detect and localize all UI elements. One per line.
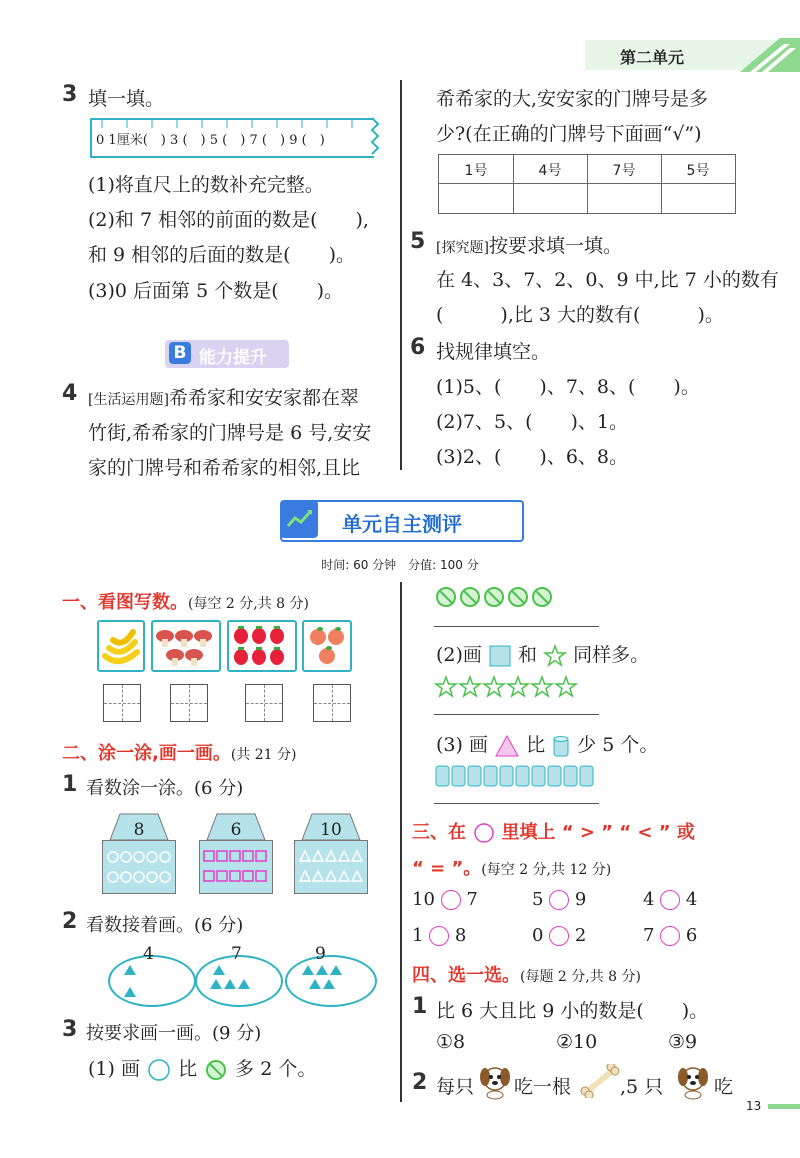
part1-note: (每空 2 分,共 8 分) bbox=[188, 596, 309, 612]
q6-item-2: (2)7、5、( )、1。 bbox=[436, 411, 629, 433]
no-symbol-row bbox=[434, 584, 556, 610]
ruler bbox=[90, 118, 374, 158]
circle-icon bbox=[146, 1058, 172, 1082]
section-b-label: 能力提升 bbox=[199, 348, 267, 368]
door-header-4: 5号 bbox=[686, 163, 710, 179]
answer-grid[interactable] bbox=[103, 684, 141, 722]
question-number: 3 bbox=[62, 82, 78, 107]
circle-icon bbox=[472, 822, 496, 844]
question-title: 填一填。 bbox=[88, 88, 165, 110]
compare-item: 5 9 bbox=[532, 889, 587, 910]
draw-line-3: (3) 画 比 少 5 个。 bbox=[436, 734, 659, 756]
house-body bbox=[199, 840, 273, 894]
answer-line[interactable] bbox=[434, 626, 599, 627]
q6-item-3: (3)2、( )、6、8。 bbox=[436, 446, 629, 468]
puppy-icon bbox=[478, 1062, 512, 1100]
part2-note: (共 21 分) bbox=[230, 747, 297, 763]
no-symbol-icon bbox=[203, 1058, 229, 1082]
part3-heading-line2: “ = ”。(每空 2 分,共 12 分) bbox=[412, 858, 612, 879]
q6-title: 找规律填空。 bbox=[436, 341, 551, 363]
q4-line-4: 希希家的大,安安家的门牌号是多 bbox=[436, 88, 709, 110]
question-number: 5 bbox=[410, 229, 426, 254]
house-number: 6 bbox=[230, 820, 242, 840]
part1-heading bbox=[62, 588, 309, 614]
house-circles bbox=[100, 812, 178, 894]
q5-line-1: 在 4、3、7、2、0、9 中,比 7 小的数有 bbox=[436, 269, 779, 291]
square-icon bbox=[488, 644, 512, 668]
q4-line-2: 竹街,希希家的门牌号是 6 号,安安 bbox=[88, 422, 372, 444]
test-banner bbox=[280, 500, 524, 542]
house-body bbox=[294, 840, 368, 894]
part2-q1-text: 看数涂一涂。(6 分) bbox=[86, 778, 244, 799]
door-answer-cell-2[interactable] bbox=[514, 184, 587, 212]
q4-first-line bbox=[88, 383, 359, 410]
option-2[interactable]: ②10 bbox=[556, 1031, 598, 1053]
question-number: 2 bbox=[412, 1070, 428, 1095]
answer-line[interactable] bbox=[434, 803, 599, 804]
q4-tag: [生活运用题] bbox=[88, 392, 169, 408]
compare-circle[interactable] bbox=[441, 890, 461, 910]
q6-item-1: (1)5、( )、7、8、( )。 bbox=[436, 376, 700, 398]
oval-number: 4 bbox=[143, 944, 154, 964]
mushrooms-picture bbox=[151, 620, 221, 672]
answer-grid[interactable] bbox=[245, 684, 283, 722]
star-icon bbox=[543, 644, 567, 668]
part1-title: 一、看图写数。 bbox=[62, 592, 188, 613]
peaches-picture bbox=[302, 620, 352, 672]
house-triangles bbox=[292, 812, 370, 894]
star-row bbox=[434, 674, 584, 700]
q5-line-2: ( ),比 3 大的数有( )。 bbox=[436, 304, 724, 326]
question-number: 2 bbox=[62, 909, 78, 934]
test-info: 时间: 60 分钟 分值: 100 分 bbox=[321, 558, 479, 572]
q3-item-1: (1)将直尺上的数补充完整。 bbox=[88, 174, 324, 196]
option-3[interactable]: ③9 bbox=[668, 1031, 698, 1053]
compare-circle[interactable] bbox=[429, 926, 449, 946]
unit-title: 第二单元 bbox=[620, 48, 685, 67]
door-header-3: 7号 bbox=[612, 163, 636, 179]
column-divider-top bbox=[400, 80, 402, 470]
compare-item: 7 6 bbox=[643, 925, 698, 946]
part3-heading: 三、在 里填上 “ > ” “ < ” 或 bbox=[412, 822, 695, 843]
answer-line[interactable] bbox=[434, 714, 599, 715]
page-number: 13 bbox=[746, 1099, 762, 1113]
footer-bar bbox=[768, 1104, 800, 1109]
door-header-1: 1号 bbox=[464, 163, 488, 179]
part4-q1-text: 比 6 大且比 9 小的数是( )。 bbox=[436, 1000, 709, 1022]
puppy-icon bbox=[676, 1062, 710, 1100]
chart-trend-icon bbox=[280, 500, 318, 538]
answer-grid[interactable] bbox=[313, 684, 351, 722]
q5-tag: [探究题] bbox=[436, 240, 489, 256]
part4-heading: 四、选一选。(每题 2 分,共 8 分) bbox=[412, 965, 641, 986]
strawberries-picture bbox=[227, 620, 297, 672]
compare-circle[interactable] bbox=[549, 926, 569, 946]
door-answer-cell-3[interactable] bbox=[588, 184, 661, 212]
drawing-oval[interactable] bbox=[285, 955, 377, 1007]
section-b-letter: B bbox=[169, 342, 191, 364]
part2-title: 二、涂一涂,画一画。 bbox=[62, 743, 231, 764]
part4-q2-text-a: 每只 bbox=[436, 1076, 475, 1098]
house-squares bbox=[197, 812, 275, 894]
compare-item: 4 4 bbox=[643, 889, 698, 910]
door-answer-cell-4[interactable] bbox=[662, 184, 735, 212]
door-header-2: 4号 bbox=[538, 163, 562, 179]
ruler-labels: 0 1厘米( ) 3 ( ) 5 ( ) 7 ( ) 9 ( ) bbox=[96, 133, 325, 148]
compare-item: 0 2 bbox=[532, 925, 587, 946]
question-number: 1 bbox=[62, 772, 78, 797]
oval-number: 9 bbox=[315, 944, 326, 964]
question-number: 3 bbox=[62, 1017, 78, 1042]
draw-line-2: (2)画 和 同样多。 bbox=[436, 644, 650, 666]
ruler-torn-edge bbox=[368, 116, 382, 156]
answer-grid[interactable] bbox=[170, 684, 208, 722]
triangle-icon bbox=[494, 734, 520, 758]
draw-line-1: (1) 画 比 多 2 个。 bbox=[88, 1058, 317, 1080]
part4-q2-text-d: 吃 bbox=[714, 1076, 734, 1098]
question-number: 4 bbox=[62, 381, 78, 406]
q3-item-2b: 和 9 相邻的后面的数是( )。 bbox=[88, 244, 355, 266]
compare-item: 1 8 bbox=[412, 925, 467, 946]
part4-q2-text-c: ,5 只 bbox=[620, 1076, 664, 1098]
part2-q3-text: 按要求画一画。(9 分) bbox=[86, 1023, 262, 1044]
house-number: 10 bbox=[320, 820, 342, 840]
q4-line-3: 家的门牌号和希希家的相邻,且比 bbox=[88, 457, 361, 479]
q3-item-3: (3)0 后面第 5 个数是( )。 bbox=[88, 280, 344, 302]
test-banner-title: 单元自主测评 bbox=[342, 512, 462, 536]
q4-line-5: 少?(在正确的门牌号下面画“√”) bbox=[436, 123, 702, 145]
cylinder-icon bbox=[551, 734, 571, 758]
bone-icon bbox=[580, 1064, 620, 1098]
cylinder-row bbox=[434, 763, 608, 789]
oval-number: 7 bbox=[231, 944, 242, 964]
door-answer-cell-1[interactable] bbox=[439, 184, 513, 212]
option-1[interactable]: ①8 bbox=[436, 1031, 466, 1053]
part2-q2-text: 看数接着画。(6 分) bbox=[86, 915, 244, 936]
section-b-banner bbox=[165, 340, 289, 368]
part4-q2-text-b: 吃一根 bbox=[514, 1076, 572, 1098]
q3-item-2: (2)和 7 相邻的前面的数是( ), bbox=[88, 209, 369, 231]
house-number: 8 bbox=[133, 820, 145, 840]
question-number: 1 bbox=[412, 994, 428, 1019]
door-number-table bbox=[438, 154, 736, 214]
question-number: 6 bbox=[410, 335, 426, 360]
house-body bbox=[102, 840, 176, 894]
compare-circle[interactable] bbox=[660, 926, 680, 946]
compare-item: 10 7 bbox=[412, 889, 478, 910]
q5-title: 按要求填一填。 bbox=[488, 235, 622, 257]
compare-circle[interactable] bbox=[660, 890, 680, 910]
compare-circle[interactable] bbox=[549, 890, 569, 910]
q5-title-line bbox=[436, 231, 622, 258]
part2-heading bbox=[62, 739, 296, 765]
q4-line-1: 希希家和安安家都在翠 bbox=[168, 387, 359, 409]
column-divider-bottom bbox=[400, 582, 402, 1102]
header-decoration-icon bbox=[740, 38, 800, 72]
bananas-picture bbox=[97, 620, 145, 672]
